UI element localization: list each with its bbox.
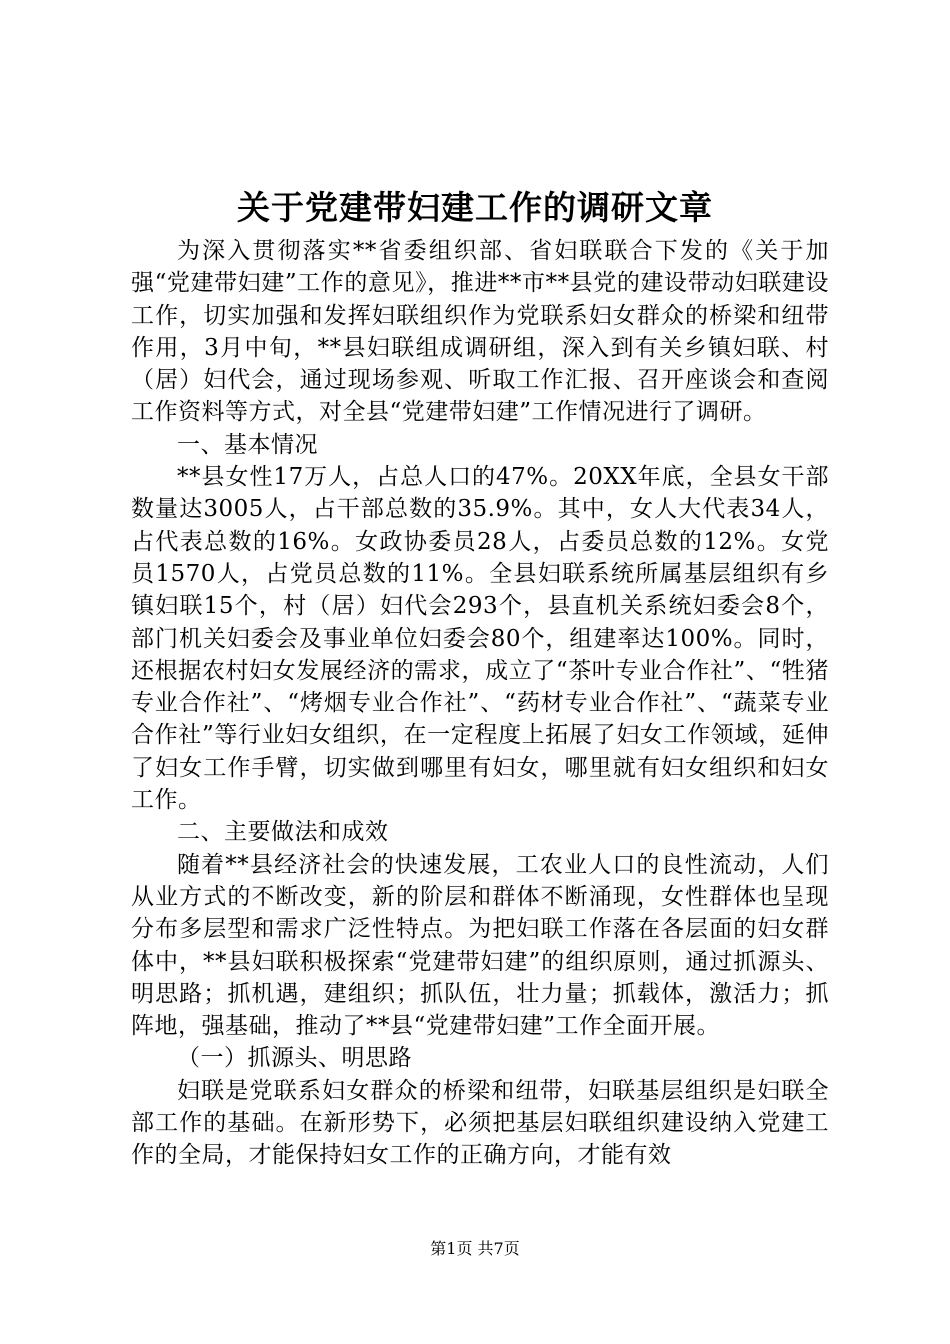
page-footer: 第1页 共7页: [430, 1239, 520, 1258]
document-title: 关于党建带妇建工作的调研文章: [237, 188, 713, 227]
paragraph-intro: 为深入贯彻落实**省委组织部、省妇联联合下发的《关于加强“党建带妇建”工作的意见》，推进**市**县党的建设带动妇联建设工作，切实加强和发挥妇联组织作为党联系妇女群众的桥梁和纽带作用，3月中旬，**县妇联组成调研组，深入到有关乡镇妇联、村（居）妇代会，通过现场参观、听取工作汇报、召开座谈会和查阅工作资料等方式，对全县“党建带妇建”工作情况进行了调研。: [131, 238, 829, 426]
document-body: [131, 235, 829, 1172]
section-heading-basic-situation: 一、基本情况: [177, 431, 318, 458]
paragraph-source: 妇联是党联系妇女群众的桥梁和纽带，妇联基层组织是妇联全部工作的基础。在新形势下，必须把基层妇联组织建设纳入党建工作的全局，才能保持妇女工作的正确方向，才能有效: [131, 1077, 829, 1169]
section-heading-practices: 二、主要做法和成效: [177, 819, 389, 846]
paragraph-practices: 随着**县经济社会的快速发展，工农业人口的良性流动，人们从业方式的不断改变，新的阶层和群体不断涌现，女性群体也呈现分布多层型和需求广泛性特点。为把妇联工作落在各层面的妇女群体中，**县妇联积极探索“党建带妇建”的组织原则，通过抓源头、明思路；抓机遇，建组织；抓队伍，壮力量；抓载体，激活力；抓阵地，强基础，推动了**县“党建带妇建”工作全面开展。: [131, 851, 829, 1040]
paragraph-basic-situation: **县女性17万人，占总人口的47%。20XX年底，全县女干部数量达3005人，占干部总数的35.9%。其中，女人大代表34人，占代表总数的16%。女政协委员28人，占委员总数的12%。女党员1570人，占党员总数的11%。全县妇联系统所属基层组织有乡镇妇联15个，村（居）妇代会293个，县直机关系统妇委会8个，部门机关妇委会及事业单位妇委会80个，组建率达100%。同时，还根据农村妇女发展经济的需求，成立了“茶叶专业合作社”、“牲猪专业合作社”、“烤烟专业合作社”、“药材专业合作社”、“蔬菜专业合作社”等行业妇女组织，在一定程度上拓展了妇女工作领域，延伸了妇女工作手臂，切实做到哪里有妇女，哪里就有妇女组织和妇女工作。: [131, 464, 829, 814]
subsection-heading-source: （一）抓源头、明思路: [177, 1045, 412, 1072]
